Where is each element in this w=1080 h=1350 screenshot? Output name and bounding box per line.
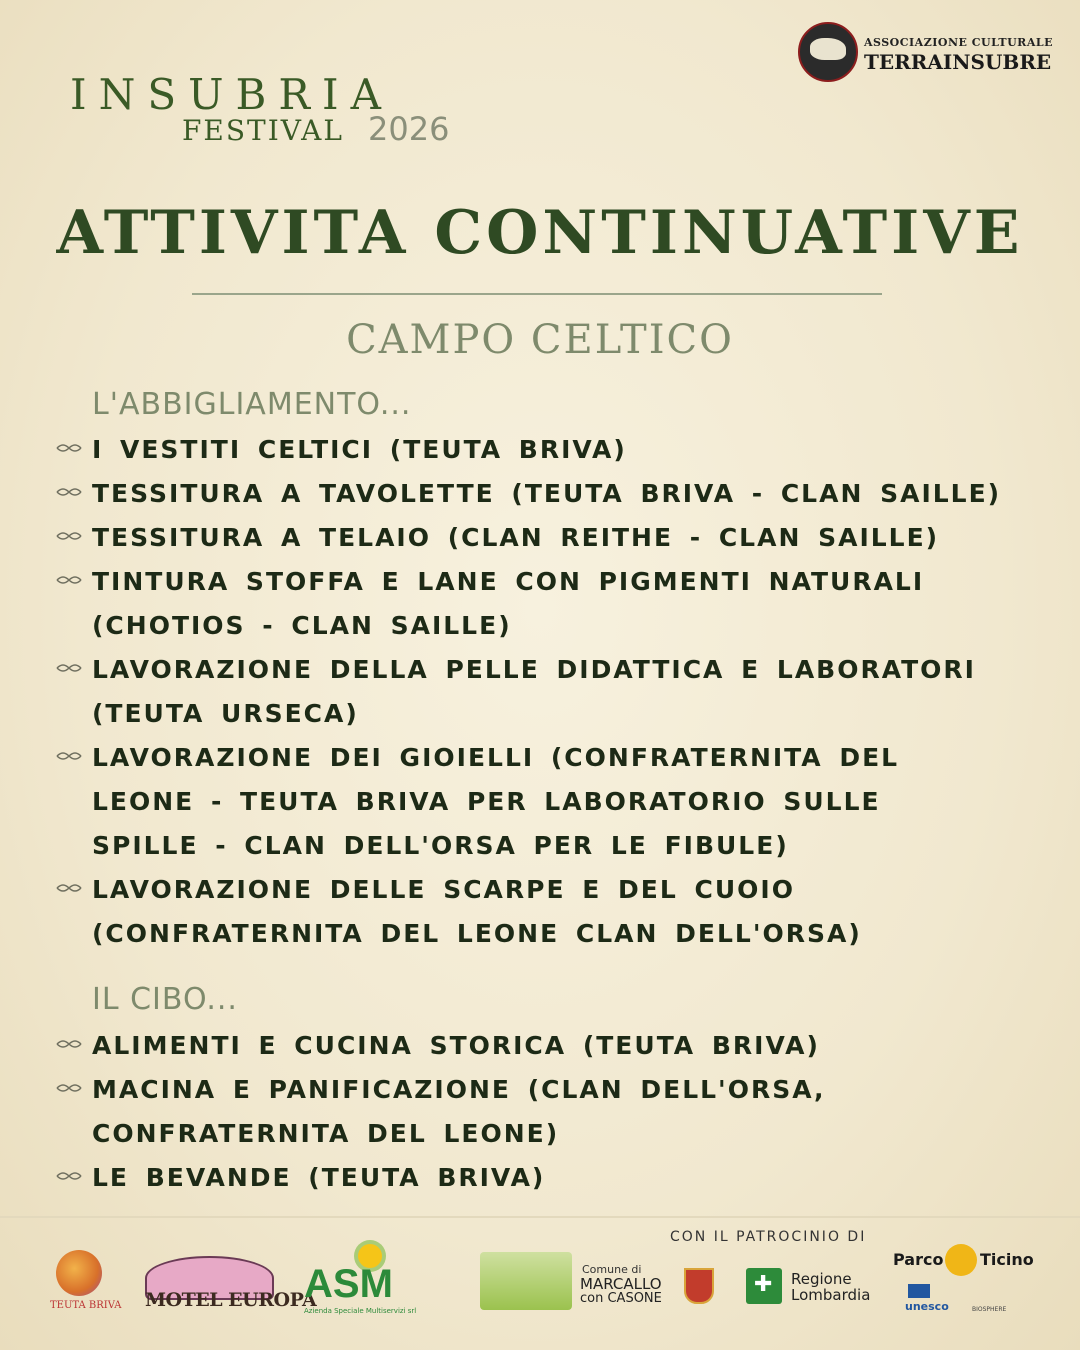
list-item-text: LAVORAZIONE DELLE SCARPE E DEL CUOIO (CONFRATERNITA DEL LEONE CLAN DELL'ORSA) bbox=[92, 875, 862, 948]
page-subtitle: CAMPO CELTICO bbox=[346, 317, 734, 363]
list-item-text: TESSITURA A TAVOLETTE (TEUTA BRIVA - CLAN SAILLE) bbox=[92, 479, 1002, 508]
knot-bullet-icon bbox=[56, 574, 82, 586]
footer-divider bbox=[0, 1216, 1080, 1218]
teuta-briva-emblem-icon bbox=[56, 1250, 102, 1296]
list-item bbox=[56, 516, 1046, 560]
regione-lombardia-icon bbox=[746, 1268, 782, 1304]
biosphere-logo-text: BIOSPHERE bbox=[972, 1306, 1007, 1313]
list-item bbox=[56, 736, 1046, 868]
knot-bullet-icon bbox=[56, 530, 82, 542]
association-logo bbox=[798, 22, 1053, 77]
municipal-crest-icon bbox=[684, 1268, 714, 1304]
festival-year: 2026 bbox=[368, 110, 450, 148]
list-item bbox=[56, 648, 1046, 736]
festival-sub: FESTIVAL bbox=[182, 114, 344, 147]
regione-line2: Lombardia bbox=[791, 1286, 871, 1304]
comune-line3: con CASONE bbox=[580, 1291, 662, 1306]
parco-ticino-text-1: Parco bbox=[893, 1250, 944, 1269]
knot-bullet-icon bbox=[56, 442, 82, 454]
list-item-text: TINTURA STOFFA E LANE CON PIGMENTI NATURALI (CHOTIOS - CLAN SAILLE) bbox=[92, 567, 925, 640]
knot-bullet-icon bbox=[56, 1038, 82, 1050]
title-divider bbox=[192, 293, 882, 295]
list-item bbox=[56, 560, 1046, 648]
section-heading-clothing: L'ABBIGLIAMENTO... bbox=[92, 387, 412, 422]
knot-bullet-icon bbox=[56, 486, 82, 498]
festival-logo bbox=[70, 70, 470, 148]
knot-bullet-icon bbox=[56, 882, 82, 894]
asm-logo-text: ASM bbox=[304, 1262, 393, 1306]
boar-seal-icon bbox=[798, 22, 858, 82]
comune-line1: Comune di bbox=[582, 1263, 642, 1276]
association-name: TERRAINSUBRE bbox=[864, 50, 1052, 74]
motel-europa-logo-text: MOTEL EUROPA bbox=[145, 1289, 317, 1311]
knot-bullet-icon bbox=[56, 750, 82, 762]
patronage-label: CON IL PATROCINIO DI bbox=[670, 1229, 867, 1245]
list-item-text: TESSITURA A TELAIO (CLAN REITHE - CLAN SAILLE) bbox=[92, 523, 940, 552]
festival-name: INSUBRIA bbox=[70, 70, 393, 119]
asm-logo-subtext: Azienda Speciale Multiservizi srl bbox=[304, 1307, 417, 1315]
unesco-temple-icon bbox=[908, 1284, 930, 1298]
section-heading-food: IL CIBO... bbox=[92, 982, 238, 1017]
regione-line1: Regione bbox=[791, 1270, 852, 1288]
knot-bullet-icon bbox=[56, 1170, 82, 1182]
marcallo-building-icon bbox=[480, 1252, 572, 1310]
list-item bbox=[56, 868, 1046, 956]
list-item bbox=[56, 428, 1046, 472]
list-item-text: I VESTITI CELTICI (TEUTA BRIVA) bbox=[92, 435, 627, 464]
list-item bbox=[56, 1068, 1046, 1156]
knot-bullet-icon bbox=[56, 1082, 82, 1094]
list-item bbox=[56, 472, 1046, 516]
list-item-text: LAVORAZIONE DEI GIOIELLI (CONFRATERNITA DEL LEONE - TEUTA BRIVA PER LABORATORIO SULLE SPILLE - CLAN DELL'ORSA PER LE FIBULE) bbox=[92, 743, 900, 860]
list-item-text: MACINA E PANIFICAZIONE (CLAN DELL'ORSA, CONFRATERNITA DEL LEONE) bbox=[92, 1075, 826, 1148]
list-item-text: ALIMENTI E CUCINA STORICA (TEUTA BRIVA) bbox=[92, 1031, 820, 1060]
list-item bbox=[56, 1156, 1046, 1200]
list-item-text: LAVORAZIONE DELLA PELLE DIDATTICA E LABORATORI (TEUTA URSECA) bbox=[92, 655, 976, 728]
page-title: ATTIVITA CONTINUATIVE bbox=[56, 198, 1024, 268]
parco-ticino-text-2: Ticino bbox=[980, 1250, 1034, 1269]
comune-line2: MARCALLO bbox=[580, 1275, 662, 1293]
association-line1: ASSOCIAZIONE CULTURALE bbox=[864, 36, 1053, 49]
knot-bullet-icon bbox=[56, 662, 82, 674]
list-item-text: LE BEVANDE (TEUTA BRIVA) bbox=[92, 1163, 546, 1192]
teuta-briva-logo-text: TEUTA BRIVA bbox=[50, 1300, 122, 1311]
parco-ticino-icon bbox=[945, 1244, 977, 1276]
unesco-logo-text: unesco bbox=[905, 1300, 949, 1313]
list-item bbox=[56, 1024, 1046, 1068]
